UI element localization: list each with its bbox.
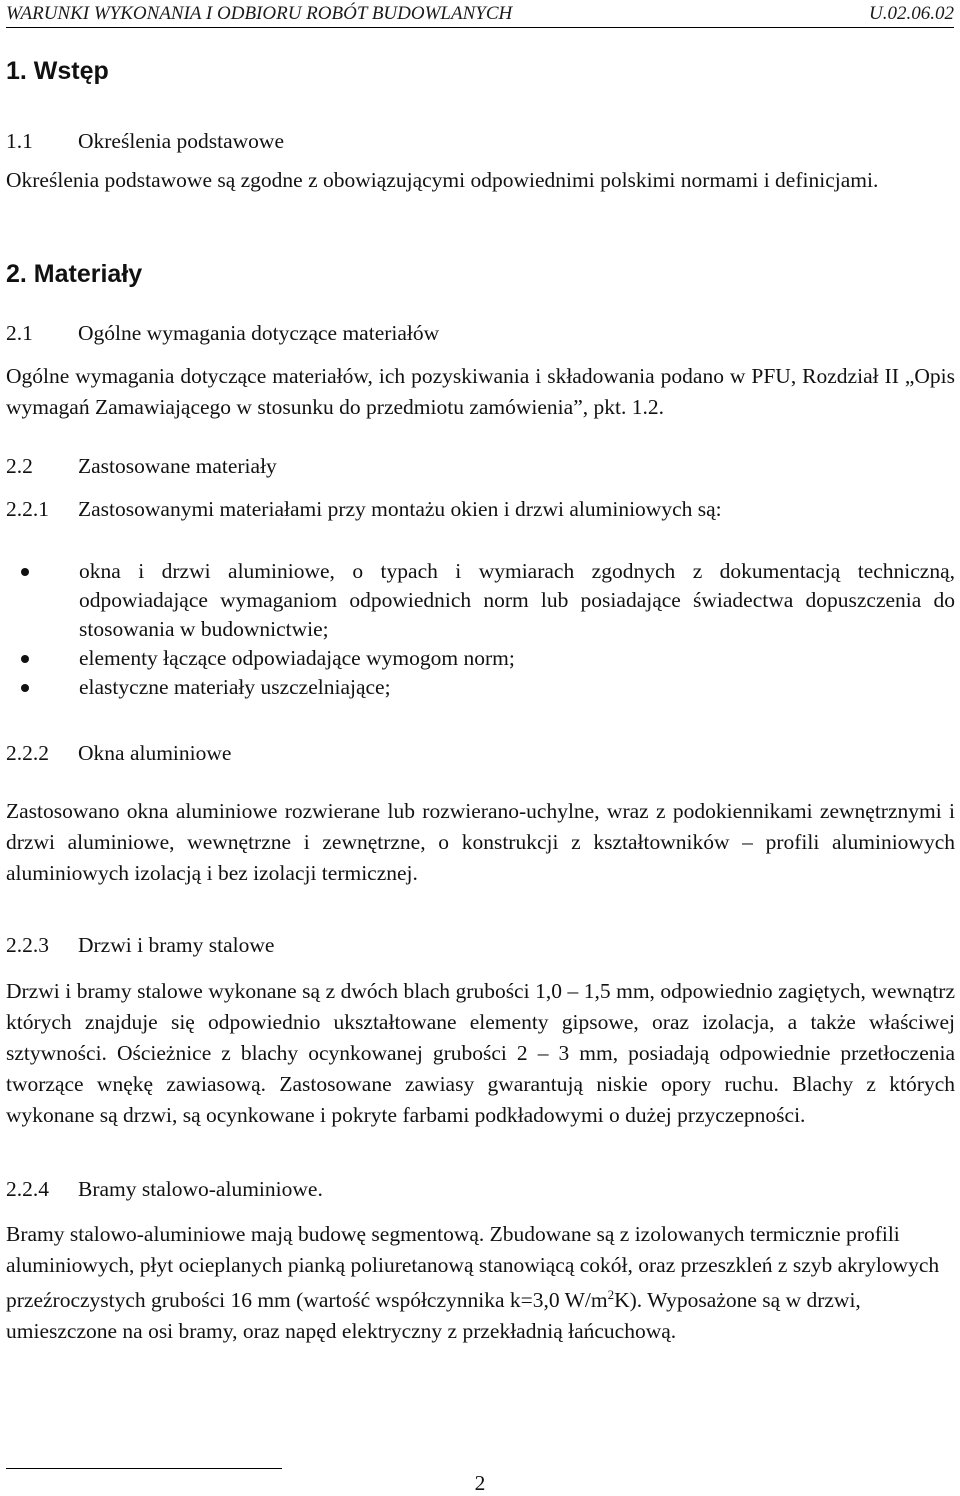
materials-bullet-list (6, 557, 955, 702)
section-2-heading: 2. Materiały (6, 260, 143, 288)
section-number: 2.2.2 (6, 741, 49, 765)
section-title: Drzwi i bramy stalowe (78, 933, 275, 957)
section-2-1-heading (6, 318, 955, 348)
section-2-2-1-heading (6, 494, 955, 524)
section-title: Okna aluminiowe (78, 741, 232, 765)
section-title: Ogólne wymagania dotyczące materiałów (78, 321, 440, 345)
section-1-1-paragraph: Określenia podstawowe są zgodne z obowiązującymi odpowiednimi polskimi normami i definicjami. (6, 168, 879, 192)
section-2-2-heading (6, 451, 955, 481)
paragraph-text: Bramy stalowo-aluminiowe mają budowę segmentową. Zbudowane są z izolowanych termicznie profili aluminiowych, płyt ocieplanych pianką poliuretanową stanowiącą cokół, oraz przeszkleń z szyb akrylowych przeźroczystych grubości 16 mm (wartość współczynnika k=3,0 W/m (6, 1222, 940, 1313)
footer-divider (6, 1468, 282, 1469)
section-2-1-paragraph: Ogólne wymagania dotyczące materiałów, ich pozyskiwania i składowania podano w PFU, Rozdział II „Opis wymagań Zamawiającego w stosunku do przedmiotu zamówienia”, pkt. 1.2. (6, 364, 955, 419)
page-header (6, 0, 954, 28)
section-title: Zastosowanymi materiałami przy montażu okien i drzwi aluminiowych są: (78, 497, 722, 521)
header-title: WARUNKI WYKONANIA I ODBIORU ROBÓT BUDOWLANYCH (6, 3, 513, 24)
section-title: Określenia podstawowe (78, 129, 284, 153)
document-code: U.02.06.02 (869, 3, 954, 24)
section-title: Zastosowane materiały (78, 454, 277, 478)
list-item: elastyczne materiały uszczelniające; (6, 673, 955, 702)
page-number: 2 (474, 1471, 486, 1495)
section-1-heading: 1. Wstęp (6, 57, 109, 85)
section-number: 1.1 (6, 129, 33, 153)
section-2-2-3-heading (6, 930, 955, 960)
list-item: elementy łączące odpowiadające wymogom norm; (6, 644, 955, 673)
section-2-2-3-paragraph: Drzwi i bramy stalowe wykonane są z dwóch blach grubości 1,0 – 1,5 mm, odpowiednio zagiętych, wewnątrz których znajduje się odpowiednio ukształtowane elementy gipsowe, oraz izolacja, a także właściwej sztywności. Ościeżnice z blachy ocynkowanej grubości 2 – 3 mm, posiadają odpowiednie przetłoczenia tworzące wnękę zawiasową. Zastosowane zawiasy gwarantują niskie opory ruchu. Blachy z których wykonane są drzwi, są ocynkowane i pokryte farbami podkładowymi o dużej przyczepności. (6, 979, 955, 1127)
section-2-2-4-heading (6, 1174, 955, 1204)
section-2-2-2-paragraph: Zastosowano okna aluminiowe rozwierane lub rozwierano-uchylne, wraz z podokiennikami zewnętrznymi i drzwi aluminiowe, wewnętrzne i zewnętrzne, o konstrukcji z kształtowników – profili aluminiowych aluminiowych izolacją i bez izolacji termicznej. (6, 799, 955, 885)
section-number: 2.2 (6, 454, 33, 478)
paragraph-text: K). Wyposażone są w drzwi, umieszczone na osi bramy, oraz napęd elektryczny z przekładnią łańcuchową. (6, 1288, 861, 1343)
section-number: 2.2.3 (6, 933, 49, 957)
section-number: 2.2.4 (6, 1177, 49, 1201)
section-number: 2.2.1 (6, 497, 49, 521)
section-2-2-4-paragraph (6, 1219, 955, 1346)
list-item: okna i drzwi aluminiowe, o typach i wymiarach zgodnych z dokumentacją techniczną, odpowiadające wymaganiom odpowiednich norm lub posiadające świadectwa dopuszczenia do stosowania w budownictwie; (6, 557, 955, 644)
section-1-1-heading (6, 126, 955, 156)
section-title: Bramy stalowo-aluminiowe. (78, 1177, 323, 1201)
section-2-2-2-heading (6, 738, 955, 768)
superscript: 2 (607, 1287, 615, 1302)
section-number: 2.1 (6, 321, 33, 345)
